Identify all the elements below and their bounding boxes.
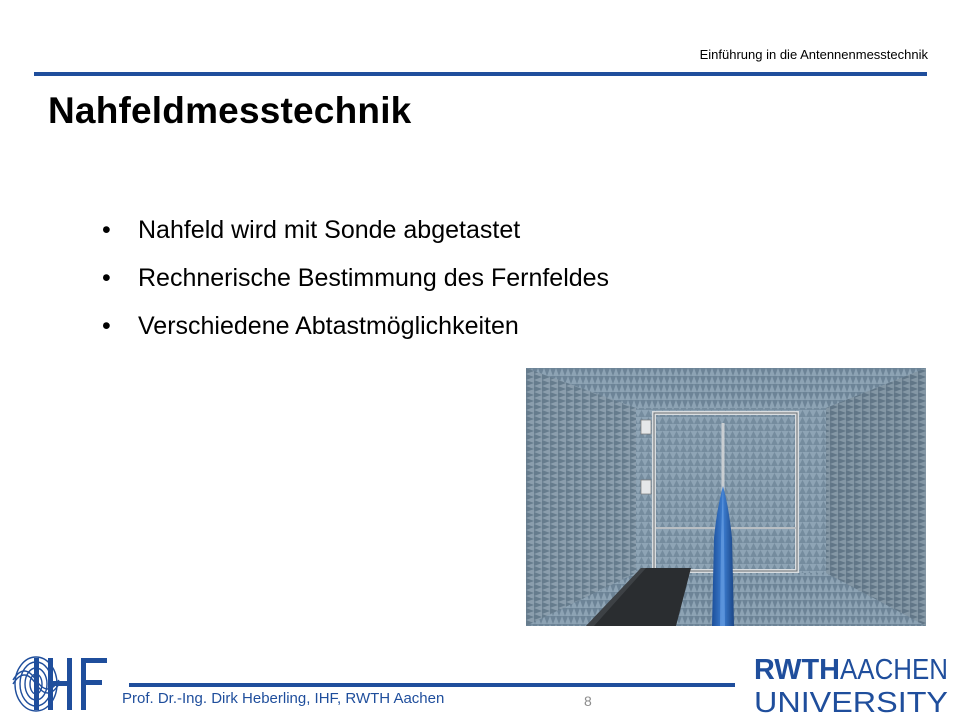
bullet-text: Verschiedene Abtastmöglichkeiten bbox=[138, 312, 519, 340]
bullet-item bbox=[100, 302, 609, 350]
anechoic-chamber-photo bbox=[526, 368, 926, 626]
bullet-marker: • bbox=[102, 312, 111, 340]
footer-author: Prof. Dr.-Ing. Dirk Heberling, IHF, RWTH Aachen bbox=[122, 690, 445, 707]
bullet-marker: • bbox=[102, 216, 111, 244]
page-number: 8 bbox=[584, 693, 592, 709]
footer-divider bbox=[129, 683, 735, 687]
header-subtitle: Einführung in die Antennenmesstechnik bbox=[699, 47, 928, 62]
ihf-logo bbox=[8, 652, 118, 714]
bullet-text: Nahfeld wird mit Sonde abgetastet bbox=[138, 216, 521, 244]
bullet-item bbox=[100, 206, 609, 254]
bullet-list bbox=[100, 206, 609, 350]
rwth-aachen-logo bbox=[748, 652, 953, 716]
bullet-text: Rechnerische Bestimmung des Fernfeldes bbox=[138, 264, 610, 292]
bullet-marker: • bbox=[102, 264, 111, 292]
header-divider bbox=[34, 72, 927, 76]
bullet-item bbox=[100, 254, 609, 302]
aachen-wordmark: AACHEN bbox=[840, 654, 948, 686]
rwth-wordmark: RWTH bbox=[754, 654, 840, 686]
university-wordmark: UNIVERSITY bbox=[754, 687, 948, 716]
slide-title: Nahfeldmesstechnik bbox=[48, 90, 412, 131]
